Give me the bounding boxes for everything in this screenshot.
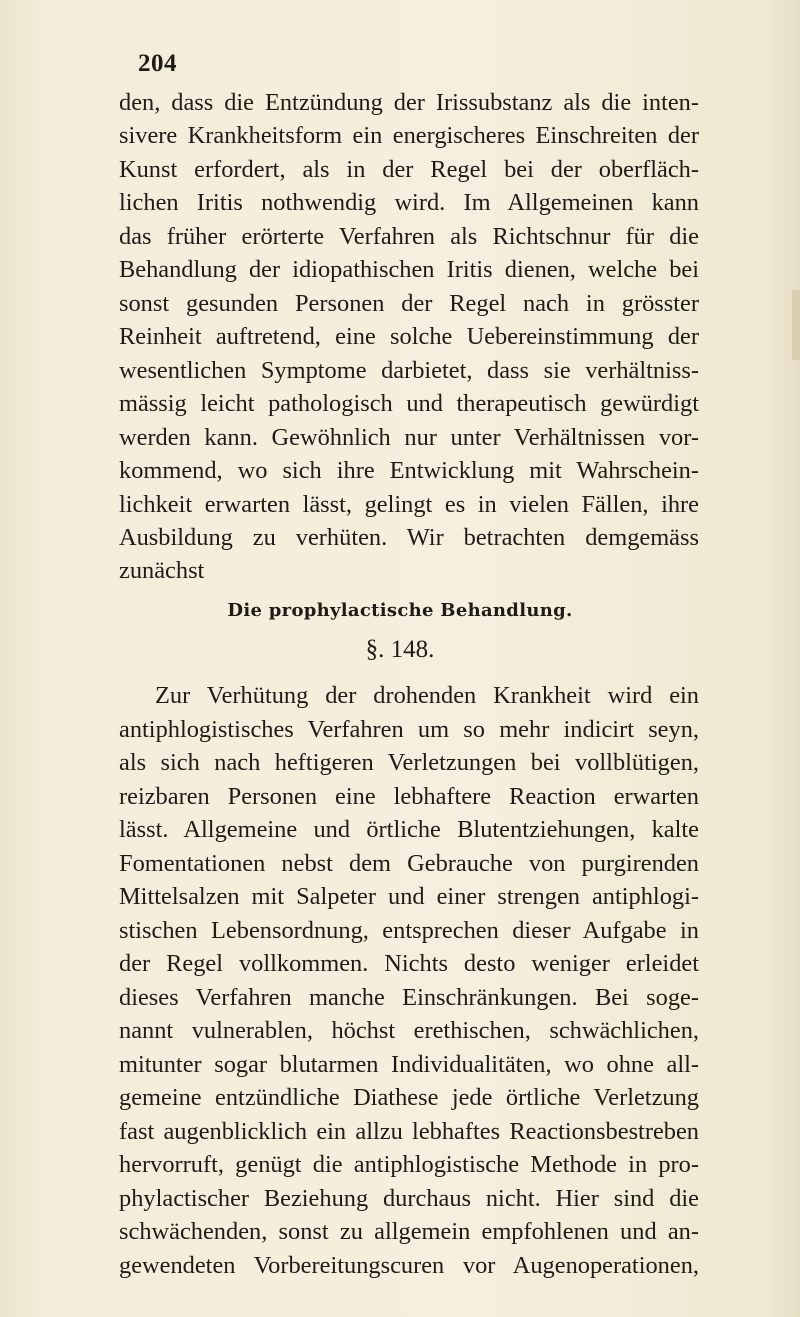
text-line: dieses Verfahren manche Einschränkungen. Bei soge- <box>119 984 699 1011</box>
text-line: sivere Krankheitsform ein energischeres Einschreiten der <box>119 122 699 149</box>
text-line: schwächenden, sonst zu allgemein empfohlenen und an- <box>119 1218 699 1245</box>
text-line: lässt. Allgemeine und örtliche Blutentziehungen, kalte <box>119 816 699 843</box>
text-line: kommend, wo sich ihre Entwicklung mit Wahrschein- <box>119 457 699 484</box>
text-line: lichkeit erwarten lässt, gelingt es in vielen Fällen, ihre <box>119 491 699 518</box>
text-line: werden kann. Gewöhnlich nur unter Verhältnissen vor- <box>119 424 699 451</box>
text-line: den, dass die Entzündung der Irissubstanz als die inten- <box>119 89 699 116</box>
text-line: lichen Iritis nothwendig wird. Im Allgemeinen kann <box>119 189 699 216</box>
page-number: 204 <box>138 50 177 77</box>
text-line: antiphlogistisches Verfahren um so mehr indicirt seyn, <box>119 716 699 743</box>
text-line: als sich nach heftigeren Verletzungen bei vollblütigen, <box>119 749 699 776</box>
text-line: Kunst erfordert, als in der Regel bei der oberfläch- <box>119 156 699 183</box>
text-line: Behandlung der idiopathischen Iritis dienen, welche bei <box>119 256 699 283</box>
text-line: wesentlichen Symptome darbietet, dass sie verhältniss- <box>119 357 699 384</box>
text-line: phylactischer Beziehung durchaus nicht. Hier sind die <box>119 1185 699 1212</box>
text-line: zunächst <box>119 557 205 584</box>
text-line: das früher erörterte Verfahren als Richtschnur für die <box>119 223 699 250</box>
text-line: mässig leicht pathologisch und therapeutisch gewürdigt <box>119 390 699 417</box>
text-line: Zur Verhütung der drohenden Krankheit wird ein <box>155 682 699 709</box>
text-line: sonst gesunden Personen der Regel nach in grösster <box>119 290 699 317</box>
text-line: nannt vulnerablen, höchst erethischen, schwächlichen, <box>119 1017 699 1044</box>
text-line: hervorruft, genügt die antiphlogistische Methode in pro- <box>119 1151 699 1178</box>
text-line: mitunter sogar blutarmen Individualitäten, wo ohne all- <box>119 1051 699 1078</box>
page-edge-shadow <box>792 290 800 360</box>
text-line: stischen Lebensordnung, entsprechen dieser Aufgabe in <box>119 917 699 944</box>
section-heading: Die prophylactische Behandlung. <box>227 600 573 621</box>
text-line: fast augenblicklich ein allzu lebhaftes Reactionsbestreben <box>119 1118 699 1145</box>
text-line: Mittelsalzen mit Salpeter und einer strengen antiphlogi- <box>119 883 699 910</box>
section-number: §. 148. <box>365 636 435 663</box>
text-line: der Regel vollkommen. Nichts desto weniger erleidet <box>119 950 699 977</box>
text-line: gewendeten Vorbereitungscuren vor Augenoperationen, <box>119 1252 699 1279</box>
text-line: Fomentationen nebst dem Gebrauche von purgirenden <box>119 850 699 877</box>
text-line: gemeine entzündliche Diathese jede örtliche Verletzung <box>119 1084 699 1111</box>
text-line: Ausbildung zu verhüten. Wir betrachten demgemäss <box>119 524 699 551</box>
text-line: Reinheit auftretend, eine solche Uebereinstimmung der <box>119 323 699 350</box>
text-line: reizbaren Personen eine lebhaftere Reaction erwarten <box>119 783 699 810</box>
